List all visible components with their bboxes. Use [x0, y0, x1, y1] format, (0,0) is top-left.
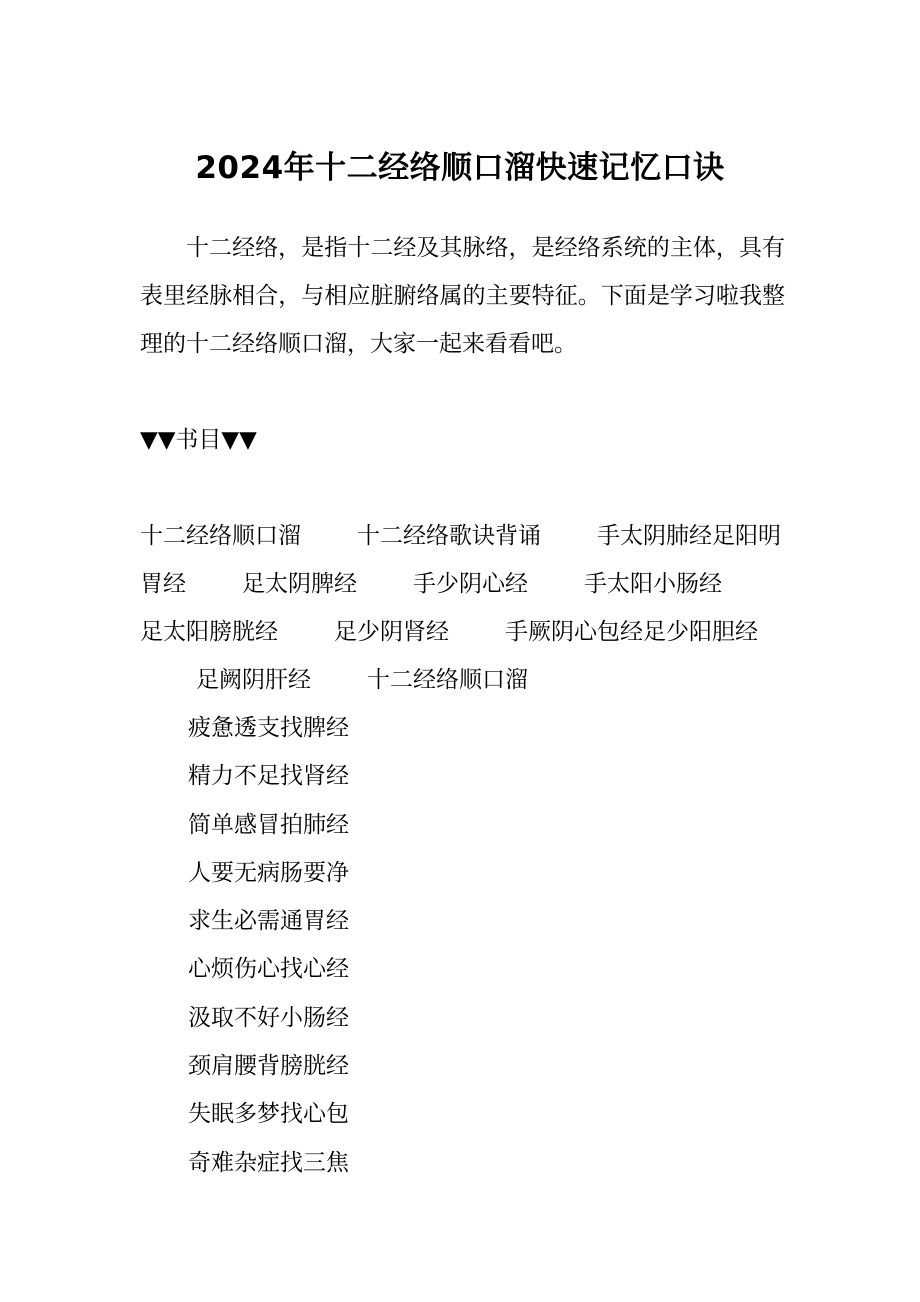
verse-line: 失眠多梦找心包	[188, 1101, 349, 1128]
intro-paragraph: 十二经络，是指十二经及其脉络，是经络系统的主体，具有表里经脉相合，与相应脏腑络属的主要特征。下面是学习啦我整理的十二经络顺口溜，大家一起来看看吧。	[140, 235, 785, 357]
toc-item[interactable]: 手少阴心经	[413, 571, 528, 597]
toc-item[interactable]: 足少阳胆经	[643, 619, 758, 645]
table-of-contents	[140, 512, 785, 704]
verse-line: 心烦伤心找心经	[188, 956, 349, 983]
document-title: 2024年十二经络顺口溜快速记忆口诀	[195, 150, 725, 186]
toc-item[interactable]: 十二经络歌诀背诵	[357, 523, 541, 549]
verse-line: 疲惫透支找脾经	[188, 715, 349, 741]
verse-line: 颈肩腰背膀胱经	[188, 1053, 349, 1080]
verse-line: 汲取不好小肠经	[188, 1004, 349, 1031]
toc-item[interactable]: 十二经络顺口溜	[367, 667, 528, 693]
toc-item[interactable]: 十二经络顺口溜	[140, 523, 301, 549]
toc-item[interactable]: 足阙阴肝经	[196, 667, 311, 693]
toc-item[interactable]: 手厥阴心包经	[505, 619, 643, 645]
toc-item[interactable]: 手太阳小肠经	[584, 571, 722, 597]
toc-item[interactable]: 足太阳膀胱经	[140, 619, 278, 645]
toc-item[interactable]: 足阳明胃经	[140, 523, 781, 597]
toc-item[interactable]: 足少阴肾经	[334, 619, 449, 645]
toc-item[interactable]: 足太阴脾经	[242, 571, 357, 597]
verse-line: 求生必需通胃经	[188, 908, 349, 935]
toc-item[interactable]: 手太阴肺经	[597, 523, 712, 549]
verse-line: 奇难杂症找三焦	[188, 1149, 349, 1176]
verse-list	[188, 704, 349, 1187]
verse-line: 精力不足找肾经	[188, 763, 349, 790]
verse-line: 简单感冒拍肺经	[188, 811, 349, 838]
verse-line: 人要无病肠要净	[188, 859, 349, 886]
toc-heading: ▼▼书目▼▼	[140, 427, 257, 453]
